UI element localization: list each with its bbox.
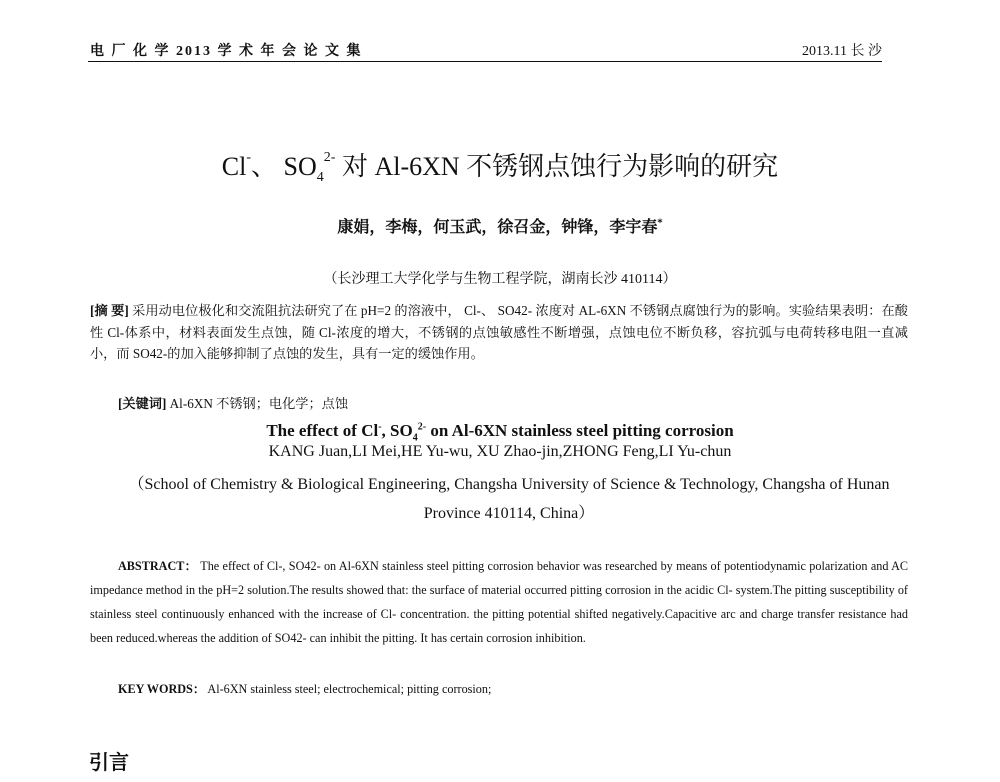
en-title-sup2: 2- [417,421,427,433]
en-title-part1: The effect of Cl [266,421,379,440]
en-title-sup1: - [378,421,382,433]
title-part2: 、 SO [251,152,317,181]
abstract-en-label: ABSTRACT： [118,559,198,573]
keywords-en-text: Al-6XN stainless steel; electrochemical; pitting corrosion; [205,682,492,696]
en-title-sub: 4 [412,432,418,444]
english-affiliation: （School of Chemistry & Biological Engineering, Changsha University of Science & Technology, Changsha of Hunan Province 410114, China） [128,476,890,522]
running-header-right: 2013.11 长 沙 [802,44,882,59]
authors-text: 康娟，李梅，何玉武，徐召金，钟锋，李宇春 [337,217,658,236]
en-title-part2: , SO [381,421,413,440]
title-part3: 对 Al-6XN 不锈钢点蚀行为影响的研究 [335,152,779,181]
abstract-en [90,554,908,650]
keywords-en [118,680,491,697]
paper-title [0,146,1000,186]
title-part1: Cl [221,152,247,181]
abstract-cn-text: 采用动电位极化和交流阻抗法研究了在 pH=2 的溶液中， Cl-、 SO42- 浓度对 AL-6XN 不锈钢点腐蚀行为的影响。实验结果表明：在酸性 Cl-体系中，材料表面发生点蚀，随 Cl-浓度的增大，不锈钢的点蚀敏感性不断增强，点蚀电位不断负移，容抗弧与电荷转移电阻一直减小，而 SO42-的加入能够抑制了点蚀的发生，具有一定的缓蚀作用。 [90,303,908,361]
keywords-en-label: KEY WORDS： [118,682,206,696]
keywords-cn-text: Al-6XN 不锈钢；电化学；点蚀 [166,396,349,411]
keywords-cn-label: [关键词] [118,396,167,411]
header-rule [88,61,882,62]
english-authors: KANG Juan,LI Mei,HE Yu-wu, XU Zhao-jin,ZHONG Feng,LI Yu-chun [268,443,732,460]
english-title [0,421,1000,443]
abstract-cn-label: [摘 要] [90,303,129,318]
keywords-cn [118,393,348,412]
title-sub: 4 [316,170,324,186]
en-title-part3: on Al-6XN stainless steel pitting corrosion [426,421,734,440]
author-list [0,214,1000,237]
abstract-en-text: The effect of Cl-, SO42- on Al-6XN stainless steel pitting corrosion behavior was researched by means of potentiodynamic polarization and AC impedance method in the pH=2 solution.The results showed that: the surface of material occurred pitting corrosion in the acidic Cl- system.The pitting susceptibility of stainless steel continuously enhanced with the increase of Cl- concentration. the pitting potential shifted negatively.Capacitive arc and charge transfer resistance had been reduced.whereas the addition of SO42- can inhibit the pitting. It has certain corrosion inhibition. [90,559,909,645]
corresponding-mark: * [657,217,663,229]
affiliation: （长沙理工大学化学与生物工程学院，湖南长沙 410114） [323,272,677,287]
section-heading-introduction: 引言 [89,750,129,774]
abstract-cn [90,300,908,365]
running-header-left: 电 厂 化 学 2013 学 术 年 会 论 文 集 [90,44,363,59]
title-sup1: - [246,150,252,166]
title-sup2: 2- [323,150,336,166]
